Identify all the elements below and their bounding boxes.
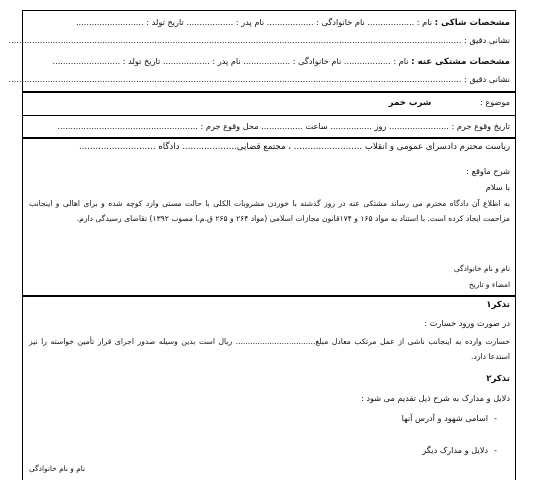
- divider: [23, 295, 515, 297]
- complainant-heading: مشخصات شاکی :: [434, 18, 510, 28]
- accused-line: [29, 56, 510, 68]
- note2-name-label: نام و نام خانوادگی: [29, 464, 86, 473]
- evidence-item: [29, 445, 497, 456]
- accused-fields: نام : .................. نام خانوادگی : .................. نام پدر : .................. تاریخ تولد : ..........................: [52, 56, 409, 66]
- subject-line: [29, 97, 510, 109]
- note1-heading: تذکر۱: [486, 300, 510, 310]
- signature-label: امضاء و تاریخ: [468, 280, 510, 289]
- evidence-item: [29, 413, 497, 424]
- complainant-line: [29, 17, 510, 29]
- note1-line1: در صورت ورود خسارت :: [424, 318, 510, 328]
- divider: [23, 137, 515, 139]
- accused-heading: مشخصات مشتکی عنه :: [411, 57, 510, 67]
- dash-icon: -: [494, 413, 497, 423]
- description-label: شرح ماوقع :: [466, 166, 510, 176]
- subject-label: موضوع :: [479, 97, 510, 107]
- divider: [23, 115, 515, 116]
- evidence-item-label: اسامی شهود و آدرس آنها: [401, 413, 489, 423]
- divider: [23, 91, 515, 93]
- greeting: با سلام: [485, 182, 510, 192]
- note2-line1: دلایل و مدارک به شرح ذیل تقدیم می شود :: [360, 393, 510, 403]
- accused-address: نشانی دقیق : ..............................................................................................................................................................................: [8, 74, 510, 84]
- complaint-paragraph: به اطلاع آن دادگاه محترم می رساند مشتکی عنه در روز گذشته با خوردن مشروبات الکلی با حالت مستی وارد کوچه شده و برای اهالی و اینجانب مزاحمت ایجاد کرده است. با استناد به مواد ۱۶۵ و ۱۷۴قانون مجازات اسلامی (مواد ۲۶۴ و ۲۶۵ ق.م.ا مصوب ۱۳۹۲) تقاضای رسیدگی دارم.: [29, 199, 510, 223]
- addressee-line: ریاست محترم دادسرای عمومی و انقلاب ......................... ، مجتمع قضایی.................... دادگاه ............................: [78, 142, 510, 152]
- incident-line: تاریخ وقوع جرم : ....................... روز ................ ساعت ................ محل وقوع جرم : ......................................................: [57, 121, 510, 131]
- complainant-address: نشانی دقیق : ..............................................................................................................................................................................: [8, 35, 510, 45]
- subject-value: شرب خمر: [388, 98, 432, 108]
- note2-heading: تذکر۲: [486, 374, 510, 384]
- complainant-fields: نام : .................. نام خانوادگی : .................. نام پدر : .................. تاریخ تولد : ..........................: [75, 17, 432, 27]
- dash-icon: -: [494, 445, 497, 455]
- evidence-item-label: دلایل و مدارک دیگر: [422, 445, 489, 455]
- name-label: نام و نام خانوادگی: [453, 264, 510, 273]
- note1-paragraph: خسارت وارده به اینجانب ناشی از عمل مرتکب معادل مبلغ................................. ریال است بدین وسیله صدور اجرای قرار تأمین خواسته را نیز استدعا دارد.: [29, 337, 510, 361]
- complaint-form: [8, 10, 516, 480]
